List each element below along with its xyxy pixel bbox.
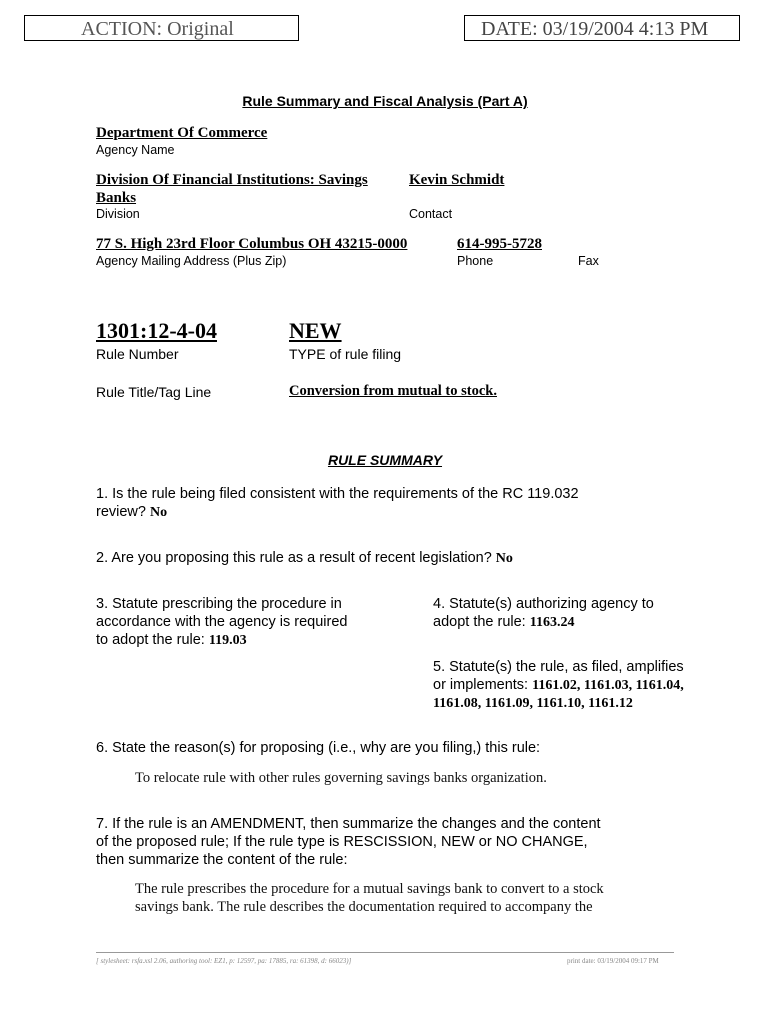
q3-line3-text: to adopt the rule: <box>96 632 205 648</box>
q2-answer: No <box>495 551 513 566</box>
q1-line2 <box>96 503 167 522</box>
q5-answer-line1: 1161.02, 1161.03, 1161.04, <box>532 678 684 693</box>
agency-name-label: Agency Name <box>96 143 175 157</box>
agency-name-value: Department Of Commerce <box>96 125 268 141</box>
q6-text: 6. State the reason(s) for proposing (i.e., why are you filing,) this rule: <box>96 740 541 756</box>
q1-line2-text: review? <box>96 504 146 520</box>
division-value-line1: Division Of Financial Institutions: Savings <box>96 172 368 188</box>
action-text: ACTION: Original <box>81 18 234 40</box>
footer-left: [ stylesheet: rsfa.xsl 2.06, authoring tool: EZ1, p: 12597, pa: 17885, ra: 61398, d: 66023)] <box>96 957 352 965</box>
action-box <box>24 15 299 41</box>
q5-line2-text: or implements: <box>433 677 529 693</box>
q5-line2 <box>433 676 684 695</box>
date-text: DATE: 03/19/2004 4:13 PM <box>481 18 709 40</box>
rule-title-label: Rule Title/Tag Line <box>96 384 212 400</box>
rule-number-label: Rule Number <box>96 346 179 362</box>
q7-line1: 7. If the rule is an AMENDMENT, then summarize the changes and the content <box>96 816 601 832</box>
q4-line2-text: adopt the rule: <box>433 614 526 630</box>
page-title: Rule Summary and Fiscal Analysis (Part A) <box>242 93 528 109</box>
footer-divider <box>96 952 674 953</box>
q3-line1: 3. Statute prescribing the procedure in <box>96 596 342 612</box>
q4-line2 <box>433 613 574 632</box>
q5-answer-line2-wrap <box>433 694 633 713</box>
q7-answer-line1: The rule prescribes the procedure for a mutual savings bank to convert to a stock <box>135 881 604 897</box>
phone-value: 614-995-5728 <box>457 236 542 252</box>
q3-line2: accordance with the agency is required <box>96 614 348 630</box>
division-value-line2: Banks <box>96 190 137 206</box>
q4-answer: 1163.24 <box>529 615 575 630</box>
q1-line1: 1. Is the rule being filed consistent with the requirements of the RC 119.032 <box>96 486 579 502</box>
footer-print-date: print date: 03/19/2004 09:17 PM <box>567 957 659 965</box>
q7-answer-line2: savings bank. The rule describes the documentation required to accompany the <box>135 899 593 915</box>
contact-value: Kevin Schmidt <box>409 172 505 188</box>
q2-text: 2. Are you proposing this rule as a result of recent legislation? <box>96 550 492 566</box>
rule-type-label: TYPE of rule filing <box>289 346 402 362</box>
rule-summary-heading: RULE SUMMARY <box>327 452 443 468</box>
q1-answer: No <box>150 505 168 520</box>
rule-number-value: 1301:12-4-04 <box>96 318 217 343</box>
address-label: Agency Mailing Address (Plus Zip) <box>96 254 287 268</box>
q3-line3 <box>96 631 247 650</box>
q5-line1: 5. Statute(s) the rule, as filed, amplifies <box>433 659 684 675</box>
q2 <box>96 549 513 568</box>
q7-line3: then summarize the content of the rule: <box>96 852 348 868</box>
q5-answer-line2: 1161.08, 1161.09, 1161.10, 1161.12 <box>433 696 633 711</box>
rule-title-value: Conversion from mutual to stock. <box>289 383 497 399</box>
q7-line2: of the proposed rule; If the rule type is RESCISSION, NEW or NO CHANGE, <box>96 834 588 850</box>
date-box <box>464 15 740 41</box>
phone-label: Phone <box>457 254 494 268</box>
division-label: Division <box>96 207 140 221</box>
address-value: 77 S. High 23rd Floor Columbus OH 43215-0000 <box>96 236 408 252</box>
contact-label: Contact <box>409 207 453 221</box>
rule-type-value: NEW <box>289 318 342 343</box>
q6-answer: To relocate rule with other rules governing savings banks organization. <box>135 770 547 786</box>
fax-label: Fax <box>578 254 599 268</box>
q3-answer: 119.03 <box>208 633 247 648</box>
q4-line1: 4. Statute(s) authorizing agency to <box>433 596 654 612</box>
